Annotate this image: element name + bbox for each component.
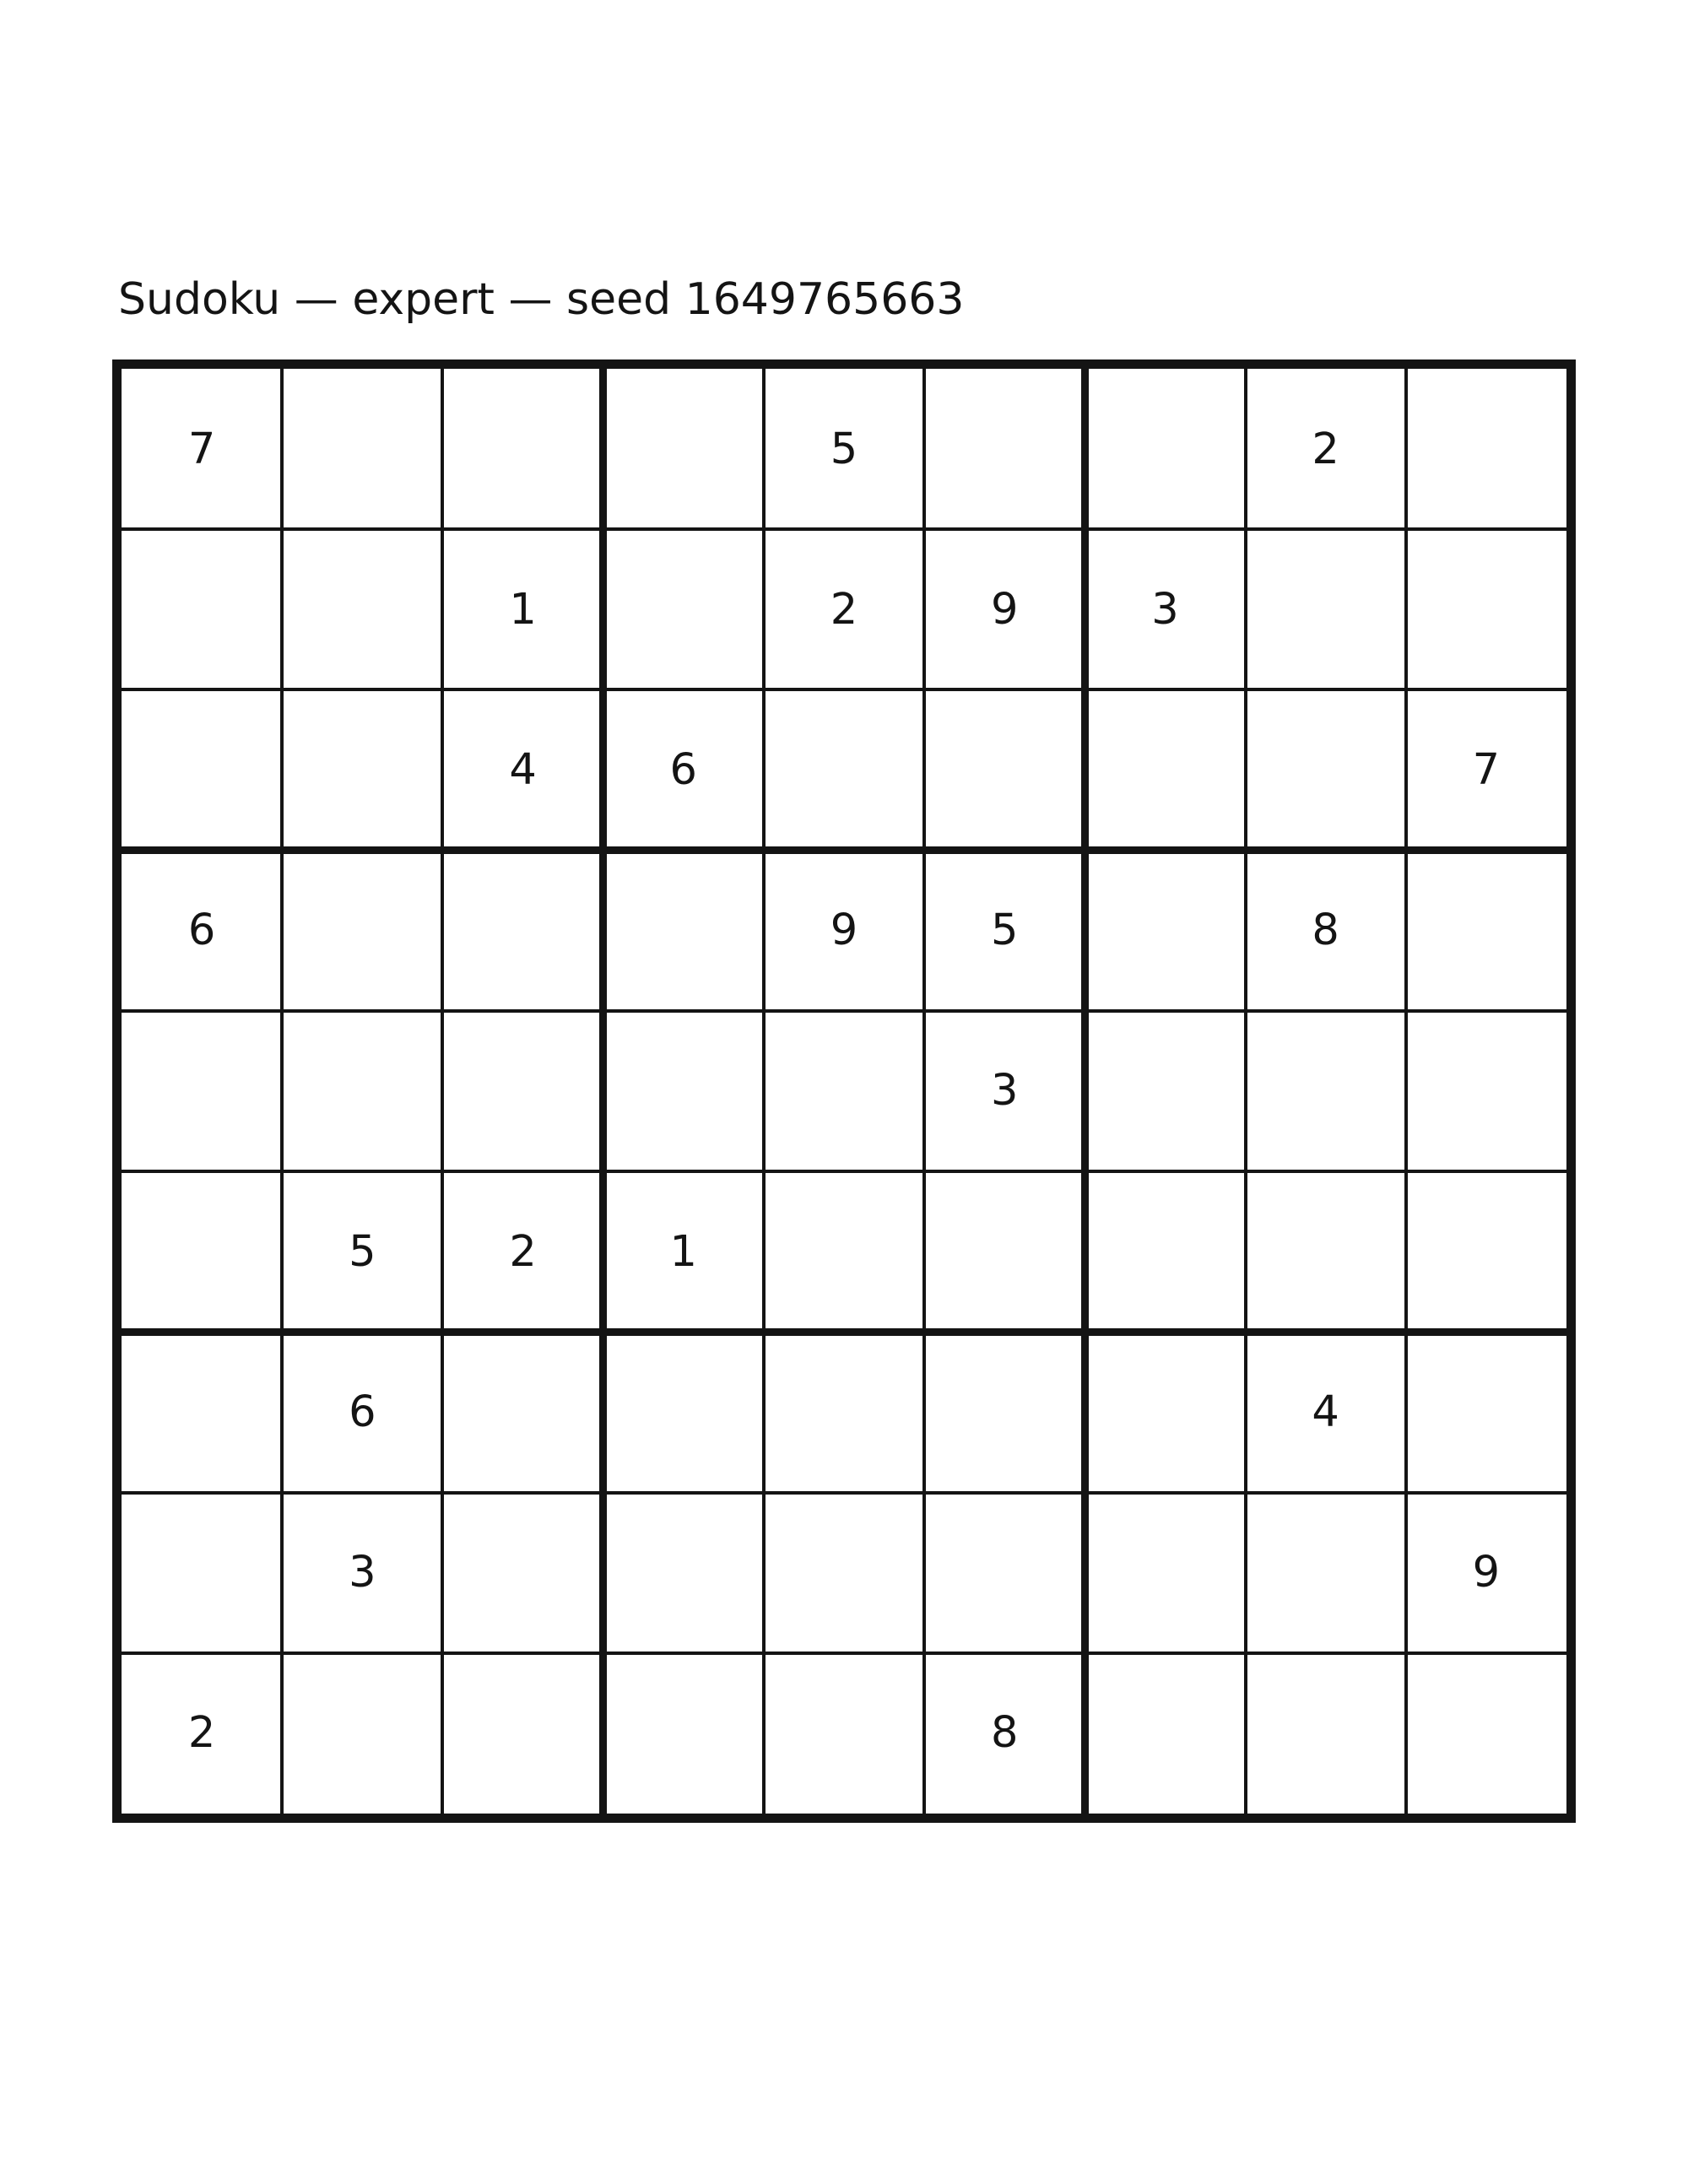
grid-line-horizontal-5 [122, 1170, 1566, 1173]
cell-r4c3 [442, 851, 603, 1011]
box-line-horizontal-3 [122, 846, 1566, 854]
cell-r7c4 [603, 1332, 764, 1492]
cell-r5c4 [603, 1011, 764, 1171]
cell-r8c3 [442, 1493, 603, 1653]
cell-r1c7 [1085, 369, 1245, 529]
cell-r7c5 [764, 1332, 924, 1492]
cell-r6c3: 2 [509, 1226, 537, 1277]
box-line-horizontal-6 [122, 1328, 1566, 1336]
cell-r2c8 [1246, 529, 1406, 689]
cell-r6c2: 5 [349, 1226, 376, 1277]
grid-line-vertical-7 [1244, 369, 1247, 1814]
cell-r6c5 [764, 1171, 924, 1332]
cell-r3c8 [1246, 689, 1406, 850]
cell-r3c7 [1085, 689, 1245, 850]
cell-r9c8 [1246, 1653, 1406, 1814]
cell-r7c9 [1406, 1332, 1566, 1492]
cell-r5c3 [442, 1011, 603, 1171]
cell-r3c1 [122, 689, 282, 850]
cell-r3c3: 4 [509, 745, 537, 796]
cell-r9c4 [603, 1653, 764, 1814]
cell-r9c7 [1085, 1653, 1245, 1814]
cell-r4c4 [603, 851, 764, 1011]
cell-r5c2 [282, 1011, 442, 1171]
box-line-vertical-3 [599, 369, 607, 1814]
grid-line-vertical-2 [441, 369, 444, 1814]
cell-r2c6: 9 [990, 584, 1019, 635]
cell-r7c1 [122, 1332, 282, 1492]
grid-line-horizontal-1 [122, 527, 1566, 531]
grid-line-horizontal-2 [122, 688, 1566, 691]
box-line-vertical-6 [1081, 369, 1089, 1814]
cell-r6c4: 1 [669, 1226, 697, 1277]
cell-r8c1 [122, 1493, 282, 1653]
cell-r3c6 [924, 689, 1085, 850]
grid-line-vertical-5 [922, 369, 926, 1814]
cell-r8c9: 9 [1472, 1548, 1501, 1598]
cell-r9c1: 2 [187, 1708, 216, 1759]
cell-r7c8: 4 [1312, 1387, 1339, 1437]
cell-r4c1: 6 [187, 905, 216, 956]
page-title: Sudoku — expert — seed 1649765663 [118, 274, 965, 325]
cell-r8c8 [1246, 1493, 1406, 1653]
cell-r1c2 [282, 369, 442, 529]
cell-r5c1 [122, 1011, 282, 1171]
cell-layer [122, 369, 1566, 1814]
cell-r1c8: 2 [1312, 424, 1339, 474]
cell-r4c6: 5 [990, 905, 1019, 956]
cell-r3c9: 7 [1472, 745, 1501, 796]
cell-r5c6: 3 [990, 1066, 1019, 1116]
cell-r9c5 [764, 1653, 924, 1814]
cell-r3c5 [764, 689, 924, 850]
cell-r4c9 [1406, 851, 1566, 1011]
cell-r4c8: 8 [1312, 905, 1339, 956]
cell-r1c1: 7 [187, 424, 216, 474]
grid-line-vertical-4 [762, 369, 766, 1814]
cell-r5c5 [764, 1011, 924, 1171]
cell-r8c4 [603, 1493, 764, 1653]
cell-r6c1 [122, 1171, 282, 1332]
grid-line-horizontal-8 [122, 1652, 1566, 1655]
cell-r3c4: 6 [669, 745, 697, 796]
cell-r8c5 [764, 1493, 924, 1653]
cell-r7c6 [924, 1332, 1085, 1492]
cell-r2c3: 1 [509, 584, 537, 635]
cell-r4c2 [282, 851, 442, 1011]
cell-r8c7 [1085, 1493, 1245, 1653]
cell-r2c9 [1406, 529, 1566, 689]
cell-r2c4 [603, 529, 764, 689]
cell-r4c5: 9 [830, 905, 858, 956]
cell-r6c6 [924, 1171, 1085, 1332]
cell-r1c3 [442, 369, 603, 529]
grid-line-vertical-1 [280, 369, 284, 1814]
cell-r7c7 [1085, 1332, 1245, 1492]
cell-r5c9 [1406, 1011, 1566, 1171]
cell-r1c6 [924, 369, 1085, 529]
cell-r2c7: 3 [1151, 584, 1179, 635]
cell-r7c3 [442, 1332, 603, 1492]
cell-r6c8 [1246, 1171, 1406, 1332]
cell-r2c5: 2 [830, 584, 858, 635]
cell-r9c9 [1406, 1653, 1566, 1814]
cell-r4c7 [1085, 851, 1245, 1011]
cell-r6c7 [1085, 1171, 1245, 1332]
sudoku-board [112, 359, 1576, 1823]
cell-r1c9 [1406, 369, 1566, 529]
cell-r8c6 [924, 1493, 1085, 1653]
cell-r3c2 [282, 689, 442, 850]
cell-r8c2: 3 [349, 1548, 376, 1598]
grid-line-horizontal-7 [122, 1491, 1566, 1495]
cell-r6c9 [1406, 1171, 1566, 1332]
cell-r9c2 [282, 1653, 442, 1814]
cell-r5c7 [1085, 1011, 1245, 1171]
cell-r2c1 [122, 529, 282, 689]
grid-line-vertical-8 [1404, 369, 1408, 1814]
cell-r7c2: 6 [349, 1387, 376, 1437]
cell-r9c6: 8 [990, 1708, 1019, 1759]
cell-r9c3 [442, 1653, 603, 1814]
grid-line-horizontal-4 [122, 1009, 1566, 1013]
cell-r2c2 [282, 529, 442, 689]
cell-r5c8 [1246, 1011, 1406, 1171]
cell-r1c5: 5 [830, 424, 858, 474]
cell-r1c4 [603, 369, 764, 529]
